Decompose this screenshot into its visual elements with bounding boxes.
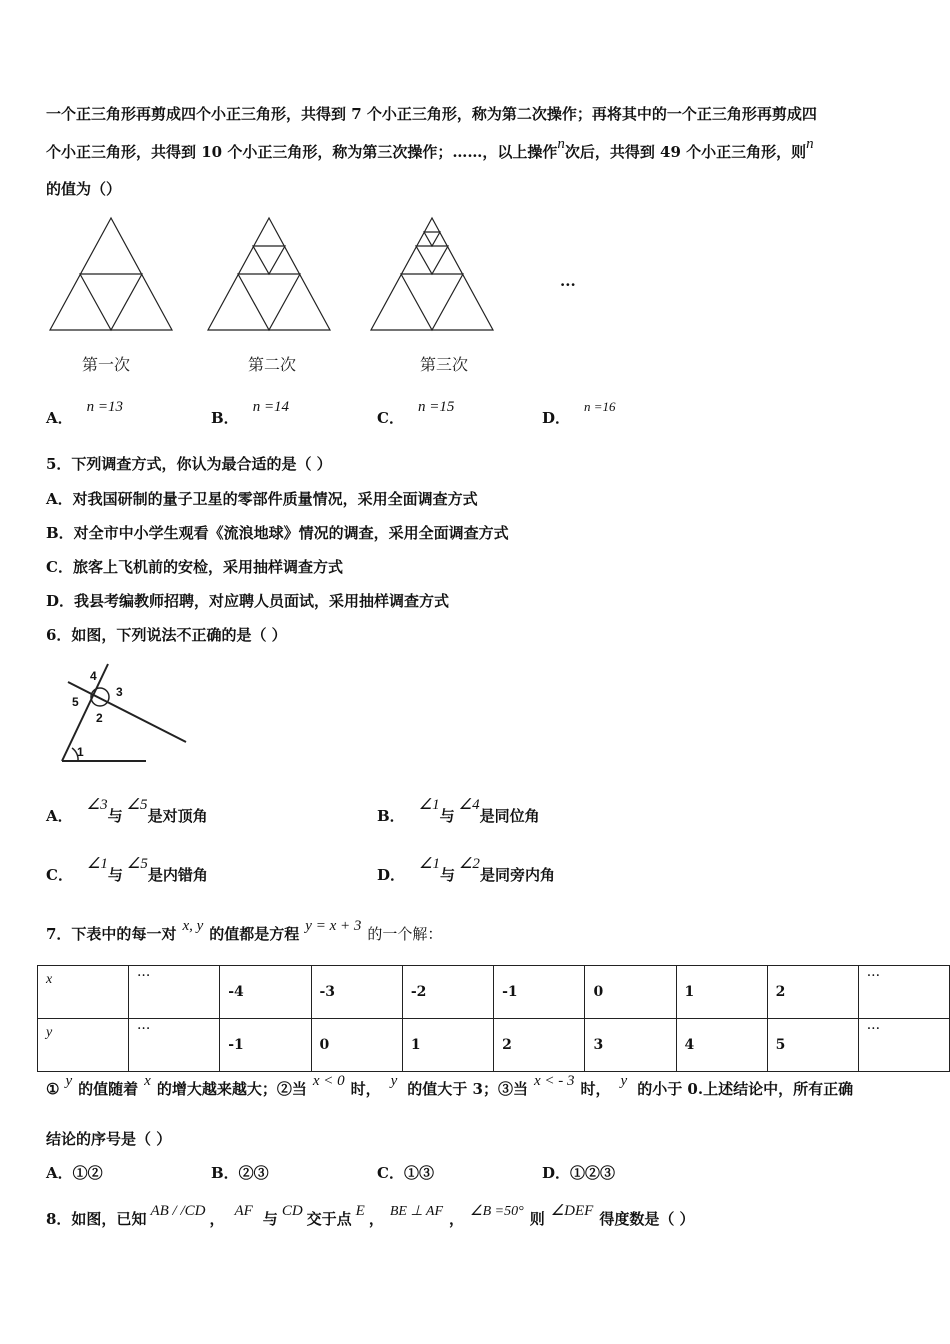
caption-1: 第一次: [82, 355, 131, 374]
q6-stem: 6．如图，下列说法不正确的是（ ）: [46, 626, 287, 644]
q5-option-b: B．对全市中小学生观看《流浪地球》情况的调查，采用全面调查方式: [46, 524, 509, 542]
q5-option-d: D．我县考编教师招聘，对应聘人员面试，采用抽样调查方式: [46, 592, 450, 610]
q7-stem-end: 结论的序号是（ ）: [46, 1130, 172, 1148]
var-n: n: [806, 136, 814, 152]
q6-option-c: C．∠1与∠5是内错角: [46, 856, 208, 884]
q6-option-a: A．∠3与∠5是对顶角: [46, 797, 208, 825]
q6-option-b: B．∠1与∠4是同位角: [377, 797, 540, 825]
q7-conclusions: ① y 的值随着 x 的增大越来越大；②当 x < 0 时， y 的值大于 3；③当 x < - 3 时， y 的小于 0.上述结论中，所有正确: [46, 1073, 854, 1098]
q4-line2: 个小正三角形，共得到 10 个小正三角形，称为第三次操作；……，以上操作n次后，共得到 49 个小正三角形，则n: [46, 136, 814, 161]
angle-label-3: 3: [116, 685, 123, 699]
angle-label-1: 1: [77, 745, 84, 759]
var-n: n: [557, 136, 565, 152]
caption-3: 第三次: [420, 355, 469, 374]
q7-option-d: D．①②③: [542, 1164, 616, 1182]
q7-stem: 7．下表中的每一对 x, y 的值都是方程 y = x + 3 的一个解：: [46, 918, 443, 943]
q4-ellipsis: ...: [560, 272, 576, 290]
q4-line1: 一个正三角形再剪成四个小正三角形，共得到 7 个小正三角形，称为第二次操作；再将其中的一个正三角形再剪成四: [46, 105, 817, 123]
angle-label-2: 2: [96, 711, 103, 725]
q7-option-a: A．①②: [46, 1164, 103, 1182]
q4-option-a: A．n =13: [46, 399, 124, 427]
q6-option-d: D．∠1与∠2是同旁内角: [377, 856, 555, 884]
caption-2: 第二次: [248, 355, 297, 374]
angle-label-5: 5: [72, 695, 79, 709]
q7-option-c: C．①③: [377, 1164, 434, 1182]
q7-option-b: B．②③: [211, 1164, 269, 1182]
q4-option-d: D．n =16: [542, 399, 616, 427]
q8-stem: 8．如图，已知 AB / /CD ， AF 与 CD 交于点 E ， BE ⊥ AF ， ∠B =50° 则 ∠DEF 得度数是（ ）: [46, 1203, 695, 1228]
angle-label-4: 4: [90, 669, 97, 683]
q7-value-table: [37, 965, 950, 1072]
q5-option-a: A．对我国研制的量子卫星的零部件质量情况，采用全面调查方式: [46, 490, 478, 508]
table-row-y: y ··· -1 0 1 2 3 4 5 ···: [38, 1019, 950, 1072]
q6-angle-figure: [50, 660, 210, 770]
q4-option-c: C．n =15: [377, 399, 455, 427]
q5-stem: 5．下列调查方式，你认为最合适的是（ ）: [46, 455, 332, 473]
q4-line3: 的值为（）: [46, 180, 122, 198]
q5-option-c: C．旅客上飞机前的安检，采用抽样调查方式: [46, 558, 343, 576]
q4-triangle-figures: [0, 210, 950, 340]
table-row-x: x ··· -4 -3 -2 -1 0 1 2 ···: [38, 966, 950, 1019]
q4-option-b: B．n =14: [211, 399, 290, 427]
